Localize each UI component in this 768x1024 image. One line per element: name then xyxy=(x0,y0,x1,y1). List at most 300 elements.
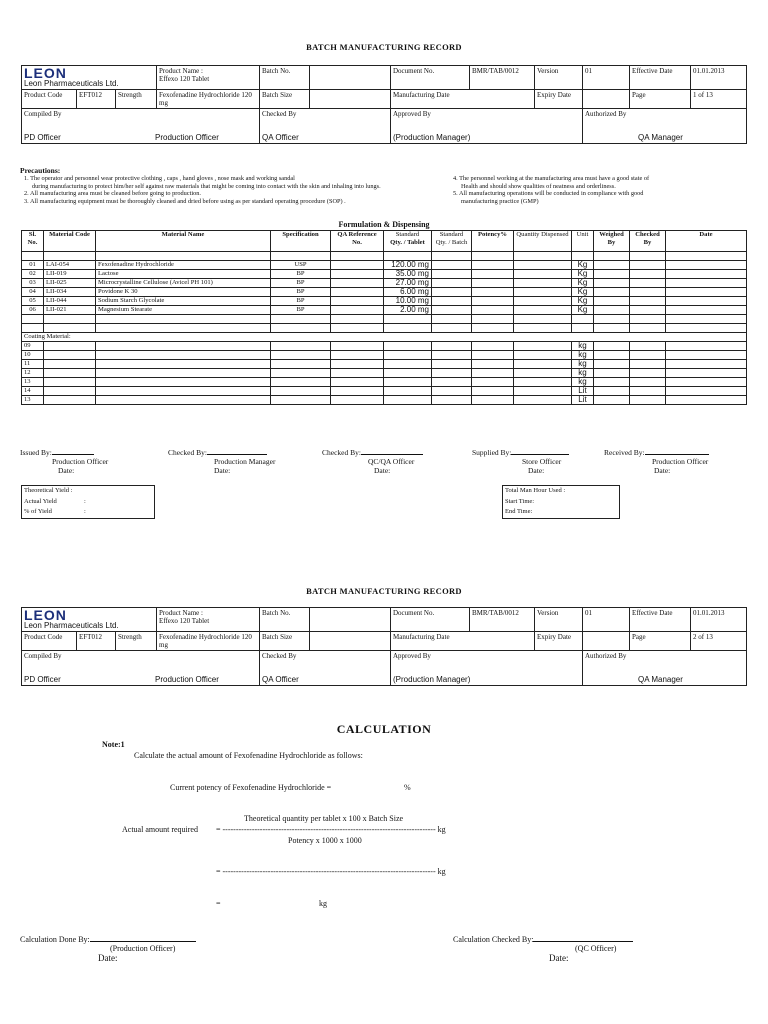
document-no: BMR/TAB/0012 xyxy=(470,608,535,632)
mfg-date-label: Manufacturing Date xyxy=(391,632,535,651)
cell-unit: Kg xyxy=(572,297,594,306)
cell-material-code: LII-044 xyxy=(44,297,96,306)
cell-qty-dispensed[interactable] xyxy=(514,279,572,288)
cell-std-qty-batch[interactable] xyxy=(432,297,472,306)
document-no-label: Document No. xyxy=(391,608,470,632)
coating-material-label: Coating Material: xyxy=(22,333,747,342)
cell-blank[interactable] xyxy=(331,342,384,351)
actual-amount-label: Actual amount required xyxy=(122,825,198,834)
cell-blank[interactable] xyxy=(384,369,432,378)
cell-blank[interactable] xyxy=(96,342,271,351)
cell-date[interactable] xyxy=(666,261,747,270)
leon-logo: LEON xyxy=(24,607,67,623)
table-row xyxy=(22,279,747,288)
logo-cell xyxy=(22,608,157,632)
cell-blank[interactable] xyxy=(594,360,630,369)
cell-blank[interactable] xyxy=(630,351,666,360)
checked-by-2 xyxy=(322,448,423,475)
cell-qa-reference[interactable] xyxy=(331,306,384,315)
cell-blank[interactable] xyxy=(96,378,271,387)
cell-std-qty-tablet: 35.00 mg xyxy=(384,270,432,279)
cell-unit: Lit xyxy=(572,396,594,405)
checked2-label: Checked By: xyxy=(322,448,361,457)
mfg-date-label: Manufacturing Date xyxy=(391,90,535,109)
leon-logo: LEON xyxy=(24,65,67,81)
cell-date[interactable] xyxy=(666,306,747,315)
version-label: Version xyxy=(535,66,583,90)
table-row xyxy=(22,396,747,405)
formula-eq-3: = xyxy=(216,899,221,908)
issued-by-date: Date: xyxy=(58,466,75,475)
precautions-title: Precautions: xyxy=(20,166,61,175)
cell-blank[interactable] xyxy=(630,396,666,405)
calc-checked-role: (QC Officer) xyxy=(575,944,617,953)
cell-unit: Kg xyxy=(572,306,594,315)
cell-blank[interactable] xyxy=(271,351,331,360)
cell-blank[interactable] xyxy=(331,360,384,369)
checked-by-label: Checked By xyxy=(262,110,297,118)
cell-std-qty-batch[interactable] xyxy=(432,270,472,279)
version-value: 01 xyxy=(583,66,630,90)
cell-specification: BP xyxy=(271,279,331,288)
table-row xyxy=(22,297,747,306)
start-time: Start Time: xyxy=(505,497,535,505)
cell-std-qty-tablet: 10.00 mg xyxy=(384,297,432,306)
cell-std-qty-tablet: 6.00 mg xyxy=(384,288,432,297)
calc-intro: Calculate the actual amount of Fexofenadine Hydrochloride as follows: xyxy=(134,751,363,760)
formulation-header-row xyxy=(22,231,747,252)
calc-checked-label: Calculation Checked By: xyxy=(453,935,534,944)
logo-cell xyxy=(22,66,157,90)
authorized-by-label: Authorized By xyxy=(585,652,627,660)
page1-title: BATCH MANUFACTURING RECORD xyxy=(306,42,462,52)
batch-no-value[interactable] xyxy=(310,608,391,632)
cell-blank[interactable] xyxy=(630,342,666,351)
cell-blank[interactable] xyxy=(666,360,747,369)
cell-blank[interactable] xyxy=(44,396,96,405)
cell-potency[interactable] xyxy=(472,270,514,279)
cell-checked-by[interactable] xyxy=(630,261,666,270)
cell-blank[interactable] xyxy=(594,351,630,360)
qa-manager: QA Manager xyxy=(638,675,683,684)
approved-by-label: Approved By xyxy=(393,110,431,118)
calculation-title: CALCULATION xyxy=(336,722,432,736)
formulation-title: Formulation & Dispensing xyxy=(338,220,430,229)
expiry-value[interactable] xyxy=(583,90,630,109)
col-checked-by: Checked By xyxy=(630,231,666,252)
cell-qa-reference[interactable] xyxy=(331,270,384,279)
cell-material-name: Microcrystalline Cellulose (Avicel PH 101) xyxy=(96,279,271,288)
table-row xyxy=(22,315,747,324)
formula-line: = -------------------------------------------------------------------------------- kg xyxy=(216,825,446,834)
cell-blank[interactable] xyxy=(96,387,271,396)
received-date: Date: xyxy=(654,466,671,475)
effective-date: 01.01.2013 xyxy=(691,66,747,90)
col-sl: Sl. No. xyxy=(22,231,44,252)
cell-specification: BP xyxy=(271,297,331,306)
cell-std-qty-batch[interactable] xyxy=(432,288,472,297)
cell-qty-dispensed[interactable] xyxy=(514,288,572,297)
cell-potency[interactable] xyxy=(472,261,514,270)
pd-officer: PD Officer xyxy=(24,675,61,684)
cell-blank[interactable] xyxy=(472,396,514,405)
cell-qty-dispensed[interactable] xyxy=(514,297,572,306)
checked1-label: Checked By: xyxy=(168,448,207,457)
cell-blank[interactable] xyxy=(432,342,472,351)
cell-sl: 14 xyxy=(22,387,44,396)
checked-by-cell xyxy=(260,109,391,144)
page1-header-table xyxy=(21,65,747,144)
calc-done-label: Calculation Done By: xyxy=(20,935,90,944)
cell-blank[interactable] xyxy=(44,351,96,360)
cell-material-code: LAI-054 xyxy=(44,261,96,270)
approved-by-cell xyxy=(391,109,583,144)
cell-blank[interactable] xyxy=(472,360,514,369)
potency-line: Current potency of Fexofenadine Hydrochloride = xyxy=(170,783,332,792)
col-specification: Specification xyxy=(271,231,331,252)
checked-by-cell xyxy=(260,651,391,686)
expiry-label: Expiry Date xyxy=(535,90,583,109)
cell-blank[interactable] xyxy=(432,396,472,405)
precaution-1: 1. The operator and personnel wear protective clothing , caps , hand gloves , nose mask and working sandal xyxy=(24,175,295,182)
table-row xyxy=(22,252,747,261)
issued-by-label: Issued By: xyxy=(20,448,52,457)
cell-specification: USP xyxy=(271,261,331,270)
cell-blank[interactable] xyxy=(384,360,432,369)
cell-qty-dispensed[interactable] xyxy=(514,270,572,279)
approved-by-label: Approved By xyxy=(393,652,431,660)
cell-blank[interactable] xyxy=(44,369,96,378)
percent-yield-colon: : xyxy=(84,508,86,516)
cell-blank[interactable] xyxy=(594,378,630,387)
cell-blank[interactable] xyxy=(271,369,331,378)
cell-blank[interactable] xyxy=(472,378,514,387)
compiled-by-label: Compiled By xyxy=(24,110,62,118)
cell-qa-reference[interactable] xyxy=(331,297,384,306)
cell-weighed-by[interactable] xyxy=(594,297,630,306)
cell-blank[interactable] xyxy=(432,351,472,360)
cell-sl: 13 xyxy=(22,378,44,387)
cell-material-code: LII-021 xyxy=(44,306,96,315)
precaution-4: 4. The personnel working at the manufacturing area must have a good state of xyxy=(453,175,650,182)
table-row xyxy=(22,378,747,387)
cell-blank[interactable] xyxy=(630,387,666,396)
cell-material-name: Povidone K 30 xyxy=(96,288,271,297)
cell-blank[interactable] xyxy=(514,351,572,360)
cell-sl: 12 xyxy=(22,369,44,378)
col-qty-dispensed: Quantity Dispensed xyxy=(514,231,572,252)
cell-sl: 03 xyxy=(22,279,44,288)
cell-blank[interactable] xyxy=(666,396,747,405)
formulation-table xyxy=(21,230,747,405)
cell-potency[interactable] xyxy=(472,306,514,315)
cell-blank[interactable] xyxy=(630,360,666,369)
cell-unit: Kg xyxy=(572,270,594,279)
checked-by-label: Checked By xyxy=(262,652,297,660)
col-qa-ref: QA Reference No. xyxy=(331,231,384,252)
production-officer: Production Officer xyxy=(155,133,219,142)
compiled-by-cell xyxy=(22,651,260,686)
col-unit: Unit xyxy=(572,231,594,252)
yield-box xyxy=(21,485,155,519)
cell-blank[interactable] xyxy=(96,369,271,378)
cell-qa-reference[interactable] xyxy=(331,279,384,288)
cell-blank[interactable] xyxy=(594,387,630,396)
cell-unit: Kg xyxy=(572,288,594,297)
cell-blank[interactable] xyxy=(96,396,271,405)
cell-checked-by[interactable] xyxy=(630,306,666,315)
table-row xyxy=(22,351,747,360)
cell-blank[interactable] xyxy=(472,369,514,378)
cell-blank[interactable] xyxy=(514,360,572,369)
cell-blank[interactable] xyxy=(331,396,384,405)
cell-blank[interactable] xyxy=(514,369,572,378)
cell-blank[interactable] xyxy=(666,369,747,378)
supplied-role: Store Officer xyxy=(522,457,562,466)
compiled-by-label: Compiled By xyxy=(24,652,62,660)
batch-no-label: Batch No. xyxy=(260,66,310,90)
cell-blank[interactable] xyxy=(666,351,747,360)
cell-date[interactable] xyxy=(666,288,747,297)
cell-blank[interactable] xyxy=(432,360,472,369)
cell-potency[interactable] xyxy=(472,279,514,288)
product-name: Effexo 120 Tablet xyxy=(159,75,210,83)
batch-size-value[interactable] xyxy=(310,632,391,651)
strength-value: Fexofenadine Hydrochloride 120 mg xyxy=(157,90,260,109)
cell-material-code: LII-034 xyxy=(44,288,96,297)
cell-checked-by[interactable] xyxy=(630,288,666,297)
cell-blank[interactable] xyxy=(594,342,630,351)
cell-unit: kg xyxy=(572,351,594,360)
col-weighed-by: Weighed By xyxy=(594,231,630,252)
cell-blank[interactable] xyxy=(432,369,472,378)
cell-blank[interactable] xyxy=(514,387,572,396)
qa-officer: QA Officer xyxy=(262,675,299,684)
authorized-by-cell xyxy=(583,109,747,144)
production-manager: (Production Manager) xyxy=(393,133,471,142)
cell-qty-dispensed[interactable] xyxy=(514,261,572,270)
cell-date[interactable] xyxy=(666,279,747,288)
cell-blank[interactable] xyxy=(630,369,666,378)
cell-weighed-by[interactable] xyxy=(594,279,630,288)
calc-checked-line[interactable] xyxy=(533,941,633,942)
cell-qty-dispensed[interactable] xyxy=(514,306,572,315)
checked2-line[interactable] xyxy=(361,454,423,455)
cell-blank[interactable] xyxy=(384,378,432,387)
cell-sl: 06 xyxy=(22,306,44,315)
calc-checked-by xyxy=(453,935,633,963)
cell-blank[interactable] xyxy=(271,342,331,351)
col-std-qty-batch: Standard Qty. / Batch xyxy=(432,231,472,252)
cell-blank[interactable] xyxy=(331,378,384,387)
cell-blank[interactable] xyxy=(384,387,432,396)
cell-std-qty-tablet: 2.00 mg xyxy=(384,306,432,315)
cell-blank[interactable] xyxy=(384,351,432,360)
page-label: Page xyxy=(630,632,691,651)
authorized-by-label: Authorized By xyxy=(585,110,627,118)
cell-blank[interactable] xyxy=(666,342,747,351)
col-std-qty-tablet xyxy=(384,231,432,252)
precaution-3: 3. All manufacturing equipment must be thoroughly cleaned and dried before using as per standard operating procedure (SOP) . xyxy=(24,197,346,205)
pd-officer: PD Officer xyxy=(24,133,61,142)
issued-by xyxy=(20,448,108,475)
checked-by-1 xyxy=(168,448,275,475)
cell-unit: kg xyxy=(572,378,594,387)
document-no-label: Document No. xyxy=(391,66,470,90)
cell-blank[interactable] xyxy=(271,378,331,387)
cell-blank[interactable] xyxy=(514,378,572,387)
cell-unit: kg xyxy=(572,342,594,351)
cell-std-qty-batch[interactable] xyxy=(432,279,472,288)
cell-std-qty-tablet: 120.00 mg xyxy=(384,261,432,270)
strength-label: Strength xyxy=(116,632,157,651)
strength-value: Fexofenadine Hydrochloride 120 mg xyxy=(157,632,260,651)
cell-unit: kg xyxy=(572,369,594,378)
cell-sl: 10 xyxy=(22,351,44,360)
cell-sl: 02 xyxy=(22,270,44,279)
cell-specification: BP xyxy=(271,288,331,297)
cell-blank[interactable] xyxy=(514,342,572,351)
theoretical-yield: Theoretical Yield : xyxy=(24,487,73,495)
coating-label-row xyxy=(22,333,747,342)
cell-potency[interactable] xyxy=(472,297,514,306)
cell-blank[interactable] xyxy=(630,378,666,387)
cell-blank[interactable] xyxy=(271,387,331,396)
table-row xyxy=(22,360,747,369)
cell-weighed-by[interactable] xyxy=(594,288,630,297)
page-label: Page xyxy=(630,90,691,109)
cell-blank[interactable] xyxy=(594,396,630,405)
cell-sl: 13 xyxy=(22,396,44,405)
effective-date-label: Effective Date xyxy=(630,66,691,90)
authorized-by-cell xyxy=(583,651,747,686)
product-code: EFT012 xyxy=(77,632,116,651)
calc-done-line[interactable] xyxy=(90,941,196,942)
cell-blank[interactable] xyxy=(472,387,514,396)
col-material-code: Material Code xyxy=(44,231,96,252)
cell-checked-by[interactable] xyxy=(630,270,666,279)
strength-label: Strength xyxy=(116,90,157,109)
cell-unit: Kg xyxy=(572,261,594,270)
supplied-line[interactable] xyxy=(511,454,569,455)
approved-by-cell xyxy=(391,651,583,686)
cell-blank[interactable] xyxy=(96,351,271,360)
company-name: Leon Pharmaceuticals Ltd. xyxy=(24,79,119,88)
cell-std-qty-tablet: 27.00 mg xyxy=(384,279,432,288)
batch-size-label: Batch Size xyxy=(260,632,310,651)
cell-blank[interactable] xyxy=(331,369,384,378)
batch-size-label: Batch Size xyxy=(260,90,310,109)
document-no: BMR/TAB/0012 xyxy=(470,66,535,90)
effective-date: 01.01.2013 xyxy=(691,608,747,632)
checked1-date: Date: xyxy=(214,466,231,475)
product-name: Effexo 120 Tablet xyxy=(159,617,210,625)
cell-checked-by[interactable] xyxy=(630,279,666,288)
cell-blank[interactable] xyxy=(96,360,271,369)
formula-kg: kg xyxy=(319,899,327,908)
checked1-role: Production Manager xyxy=(214,457,276,466)
version-label: Version xyxy=(535,608,583,632)
cell-material-name: Fexofenadine Hydrochloride xyxy=(96,261,271,270)
cell-specification: BP xyxy=(271,270,331,279)
received-label: Received By: xyxy=(604,448,645,457)
cell-sl: 05 xyxy=(22,297,44,306)
cell-blank[interactable] xyxy=(472,342,514,351)
col-potency: Potency% xyxy=(472,231,514,252)
cell-blank[interactable] xyxy=(472,351,514,360)
cell-blank[interactable] xyxy=(44,342,96,351)
expiry-value[interactable] xyxy=(583,632,630,651)
cell-blank[interactable] xyxy=(594,369,630,378)
cell-blank[interactable] xyxy=(384,342,432,351)
product-code-label: Product Code xyxy=(22,90,77,109)
percent-yield-label: % of Yield xyxy=(24,508,52,516)
cell-blank[interactable] xyxy=(514,396,572,405)
issued-by-line[interactable] xyxy=(52,454,94,455)
cell-blank[interactable] xyxy=(432,387,472,396)
cell-date[interactable] xyxy=(666,297,747,306)
checked1-line[interactable] xyxy=(207,454,267,455)
cell-material-name: Magnesium Stearate xyxy=(96,306,271,315)
formula-line-2: = -------------------------------------------------------------------------------- kg xyxy=(216,867,446,876)
production-officer: Production Officer xyxy=(155,675,219,684)
formula-numerator: Theoretical quantity per tablet x 100 x Batch Size xyxy=(244,814,404,823)
precaution-1-cont: during manufacturing to protect him/her self against raw materials that might be coming into contact with the skin and inhaling into lungs. xyxy=(32,182,381,190)
product-code-label: Product Code xyxy=(22,632,77,651)
expiry-label: Expiry Date xyxy=(535,632,583,651)
cell-weighed-by[interactable] xyxy=(594,261,630,270)
end-time: End Time: xyxy=(505,508,533,516)
table-row xyxy=(22,387,747,396)
cell-blank[interactable] xyxy=(384,396,432,405)
cell-blank[interactable] xyxy=(271,360,331,369)
cell-blank[interactable] xyxy=(666,387,747,396)
page-value: 2 of 13 xyxy=(691,632,747,651)
supplied-by xyxy=(472,448,569,475)
signoff-row xyxy=(20,448,750,478)
cell-blank[interactable] xyxy=(666,378,747,387)
cell-weighed-by[interactable] xyxy=(594,270,630,279)
cell-std-qty-batch[interactable] xyxy=(432,306,472,315)
batch-no-value[interactable] xyxy=(310,66,391,90)
batch-no-label: Batch No. xyxy=(260,608,310,632)
cell-date[interactable] xyxy=(666,270,747,279)
cell-qa-reference[interactable] xyxy=(331,288,384,297)
cell-blank[interactable] xyxy=(44,387,96,396)
product-name-label: Product Name : xyxy=(159,67,203,75)
cell-qa-reference[interactable] xyxy=(331,261,384,270)
cell-sl: 09 xyxy=(22,342,44,351)
actual-yield-label: Actual Yield xyxy=(24,497,57,505)
cell-weighed-by[interactable] xyxy=(594,306,630,315)
table-row xyxy=(22,342,747,351)
received-line[interactable] xyxy=(645,454,709,455)
batch-size-value[interactable] xyxy=(310,90,391,109)
cell-std-qty-batch[interactable] xyxy=(432,261,472,270)
cell-blank[interactable] xyxy=(331,351,384,360)
cell-checked-by[interactable] xyxy=(630,297,666,306)
cell-material-name: Sodium Starch Glycolate xyxy=(96,297,271,306)
cell-blank[interactable] xyxy=(44,378,96,387)
cell-potency[interactable] xyxy=(472,288,514,297)
precaution-5-cont: manufacturing practice (GMP) xyxy=(461,197,539,205)
cell-blank[interactable] xyxy=(44,360,96,369)
cell-blank[interactable] xyxy=(271,396,331,405)
cell-sl: 04 xyxy=(22,288,44,297)
cell-blank[interactable] xyxy=(432,378,472,387)
cell-blank[interactable] xyxy=(331,387,384,396)
cell-unit: Lit xyxy=(572,387,594,396)
